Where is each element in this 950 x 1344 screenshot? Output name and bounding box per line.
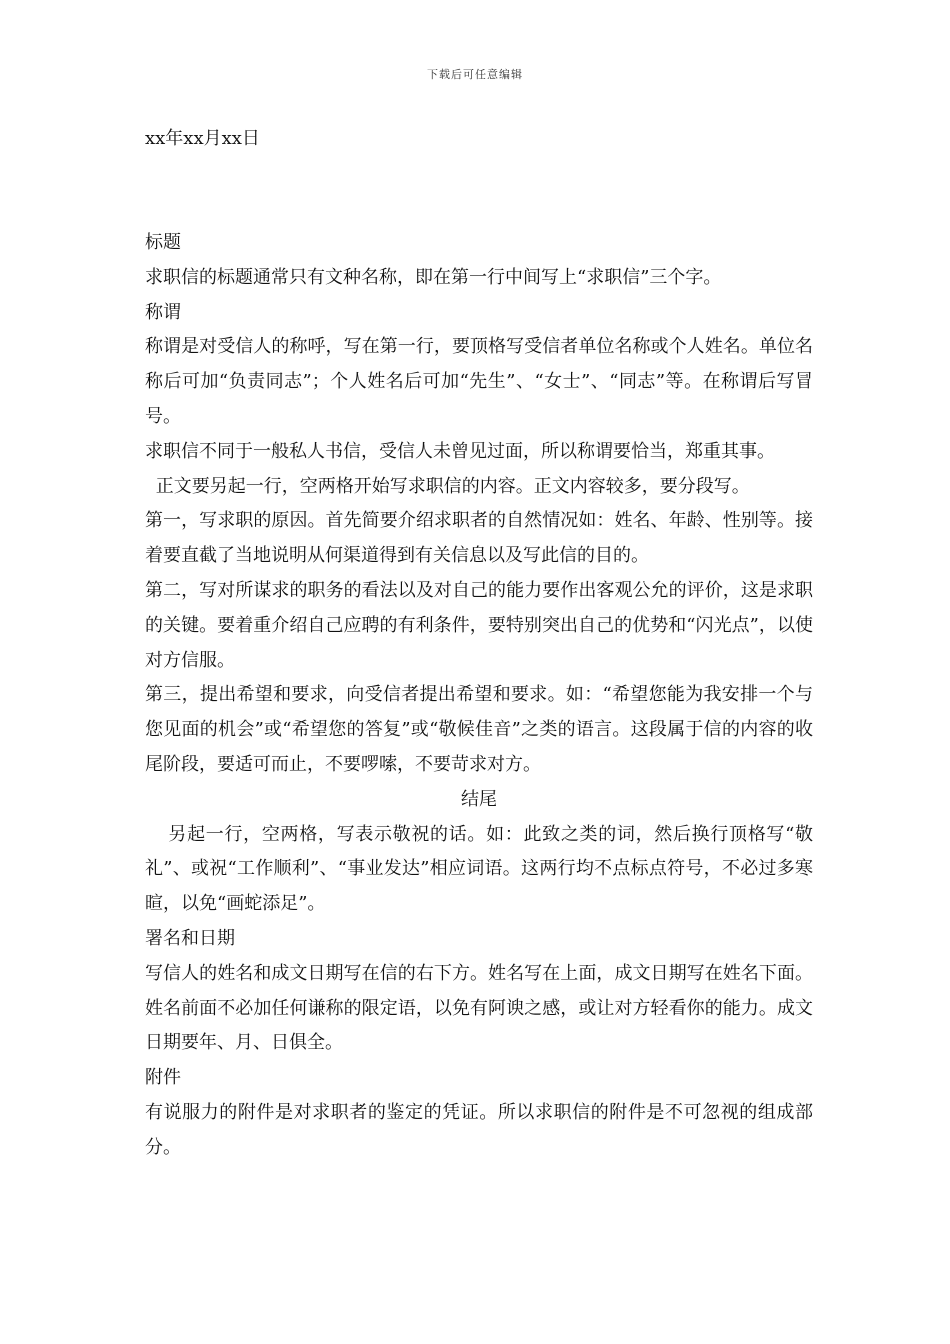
paragraph-title: 求职信的标题通常只有文种名称，即在第一行中间写上“求职信”三个字。: [145, 266, 722, 288]
paragraph-body-intro: 正文要另起一行，空两格开始写求职信的内容。正文内容较多，要分段写。: [155, 475, 750, 497]
document-body: [145, 226, 813, 1166]
paragraph-salutation: 称谓是对受信人的称呼，写在第一行，要顶格写受信者单位名称或个人姓名。单位名称后可加“负责同志”；个人姓名后可加“先生”、“女士”、“同志”等。在称谓后写冒号。: [145, 336, 813, 427]
paragraph-closing: 另起一行，空两格，写表示敬祝的话。如：此致之类的词，然后换行顶格写“敬礼”、或祝“工作顺利”、“事业发达”相应词语。这两行均不点标点符号，不必过多寒暄，以免“画蛇添足”。: [145, 823, 813, 915]
paragraph-point-two: 第二，写对所谋求的职务的看法以及对自己的能力要作出客观公允的评价，这是求职的关键。要着重介绍自己应聘的有利条件，要特别突出自己的优势和“闪光点”，以使对方信服。: [145, 579, 813, 671]
paragraph-point-one: 第一，写求职的原因。首先简要介绍求职者的自然情况如：姓名、年龄、性别等。接着要直截了当地说明从何渠道得到有关信息以及写此信的目的。: [145, 510, 813, 567]
section-heading-closing: 结尾: [461, 788, 497, 810]
section-heading-salutation: 称谓: [145, 301, 181, 323]
paragraph-attachment: 有说服力的附件是对求职者的鉴定的凭证。所以求职信的附件是不可忽视的组成部分。: [145, 1101, 813, 1158]
paragraph-signature: 写信人的姓名和成文日期写在信的右下方。姓名写在上面，成文日期写在姓名下面。姓名前面不必加任何谦称的限定语，以免有阿谀之感，或让对方轻看你的能力。成文日期要年、月、日俱全。: [145, 962, 813, 1054]
section-heading-attachment: 附件: [145, 1067, 181, 1089]
section-heading-signature: 署名和日期: [145, 927, 235, 949]
page-header-note: 下载后可任意编辑: [427, 68, 523, 81]
section-heading-title: 标题: [145, 232, 181, 253]
paragraph-point-three: 第三，提出希望和要求，向受信者提出希望和要求。如：“希望您能为我安排一个与您见面的机会”或“希望您的答复”或“敬候佳音”之类的语言。这段属于信的内容的收尾阶段，要适可而止，不要啰嗦，不要苛求对方。: [145, 684, 813, 775]
paragraph-salutation-note: 求职信不同于一般私人书信，受信人未曾见过面，所以称谓要恰当，郑重其事。: [145, 440, 775, 462]
date-line: xx年xx月xx日: [145, 128, 260, 149]
